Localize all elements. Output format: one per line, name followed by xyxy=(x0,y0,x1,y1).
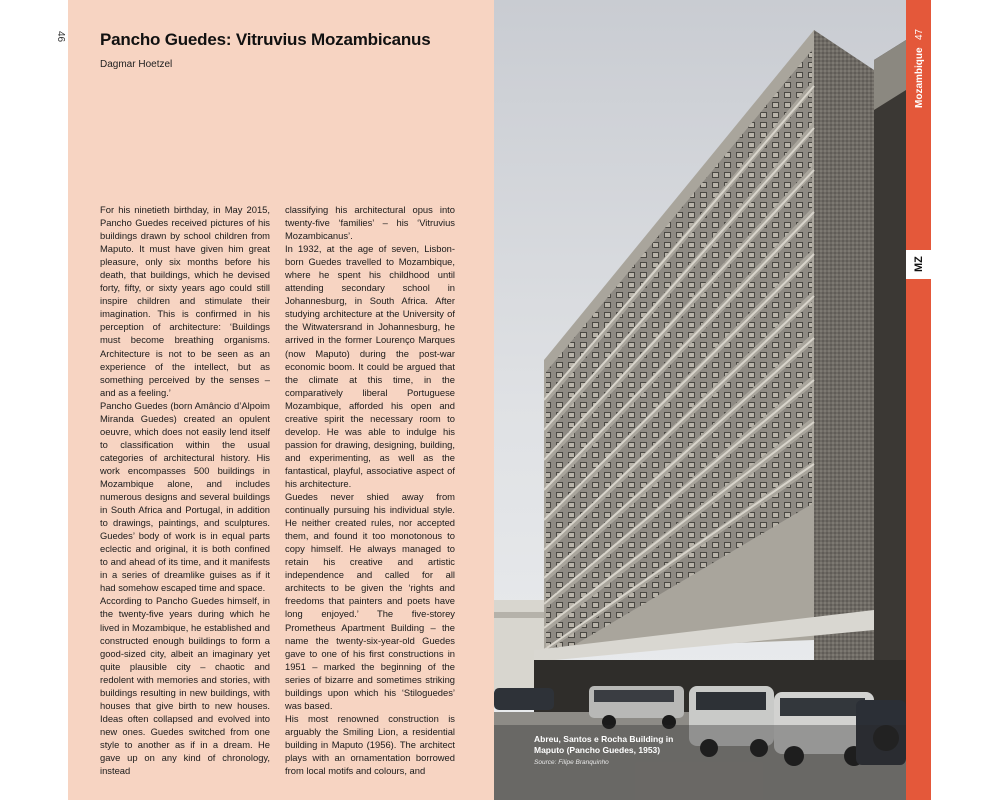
paragraph: Guedes never shied away from continually pursuing his individual style. He neither created rules, nor accepted them, and found it too monotonous to copy himself. He always managed to retain his creative and artistic independence and called for all architects to be given the ‘rights and freedoms that painters and poets have long enjoyed.’ The five-storey Prometheus Apartment Building – the name the twenty-six-year-old Guedes gave to one of his first constructions in 1951 – marked the beginning of the series of bizarre and sometimes striking buildings upon which his ‘Stiloguedes’ was based. xyxy=(285,491,455,711)
right-page-number: 47 xyxy=(914,28,925,40)
paragraph: classifying his architectural opus into twenty-five ‘families’ – his ‘Vitruvius Mozambicanus’. xyxy=(285,204,455,242)
left-page-number: 46 xyxy=(55,31,66,43)
paragraph: In 1932, at the age of seven, Lisbon-born Guedes travelled to Mozambique, where he spent his childhood until attending secondary school in Johannesburg, in South Africa. After studying architecture at the University of the Witwatersrand in Johannesburg, he arrived in the former Lourenço Marques (now Maputo) during the post-war economic boom. It could be argued that the climate at this time, in the comparatively liberal Portuguese Mozambique, afforded his open and creative spirit the necessary room to develop. He was able to indulge his passion for drawing, designing, building, and experimenting, as well as the fantastical, playful, associative aspect of his architecture. xyxy=(285,243,455,489)
side-color-bar xyxy=(906,0,931,800)
paragraph: Pancho Guedes (born Amâncio d’Alpoim Miranda Guedes) created an opulent oeuvre, which does not easily lend itself to classification within the usual categories of architectural history. His work encompasses 500 buildings in Mozambique alone, and includes numerous designs and several buildings in South Africa and Portugal, in addition to drawings, paintings, and sculptures. Guedes’ body of work is in equal parts eclectic and original, it is both confined to and ahead of its time, and it manifests in a series of dreamlike guises as if it had somehow escaped time and space. xyxy=(100,399,270,594)
text-column-2 xyxy=(285,203,455,777)
country-tab xyxy=(906,250,931,279)
photo-caption: Abreu, Santos e Rocha Building in Maputo (Pancho Guedes, 1953) xyxy=(534,734,674,755)
paragraph: His most renowned construction is arguably the Smiling Lion, a residential building in Maputo (1956). The architect plays with an ornamentation borrowed from local motifs and colours, and xyxy=(285,712,455,777)
building-photo xyxy=(494,0,906,800)
paragraph: According to Pancho Guedes himself, in the twenty-five years during which he lived in Mozambique, he established and constructed enough buildings to form a good-sized city, albeit an imaginary yet quite plausible city – chaotic and redolent with memories and stories, with buildings resulting in new buildings, with houses that give birth to new houses. Ideas often collapsed and evolved into new ones. Guedes switched from one style to another as if in a dream. He gave up on any kind of chronology, instead xyxy=(100,595,270,777)
section-label: Mozambique xyxy=(914,47,925,108)
text-column-1 xyxy=(100,203,270,777)
photo-source: Source: Filipe Branquinho xyxy=(534,759,609,766)
article-title: Pancho Guedes: Vitruvius Mozambicanus xyxy=(100,30,431,49)
author: Dagmar Hoetzel xyxy=(100,59,173,70)
paragraph: For his ninetieth birthday, in May 2015, Pancho Guedes received pictures of his buildings drawn by school children from Maputo. It must have given him great pleasure, only six months before his death, that buildings, which he devised forty, fifty, or sixty years ago could still inspire children and stimulate their imagination. This is confirmed in his perception of architecture: ‘Buildings must become breathing organisms. Architecture is not to be seen as an experience of the intellect, but as something perceived by the senses – and as a feeling.’ xyxy=(100,204,270,398)
country-code: MZ xyxy=(913,256,925,272)
building-side-wall xyxy=(814,30,874,690)
